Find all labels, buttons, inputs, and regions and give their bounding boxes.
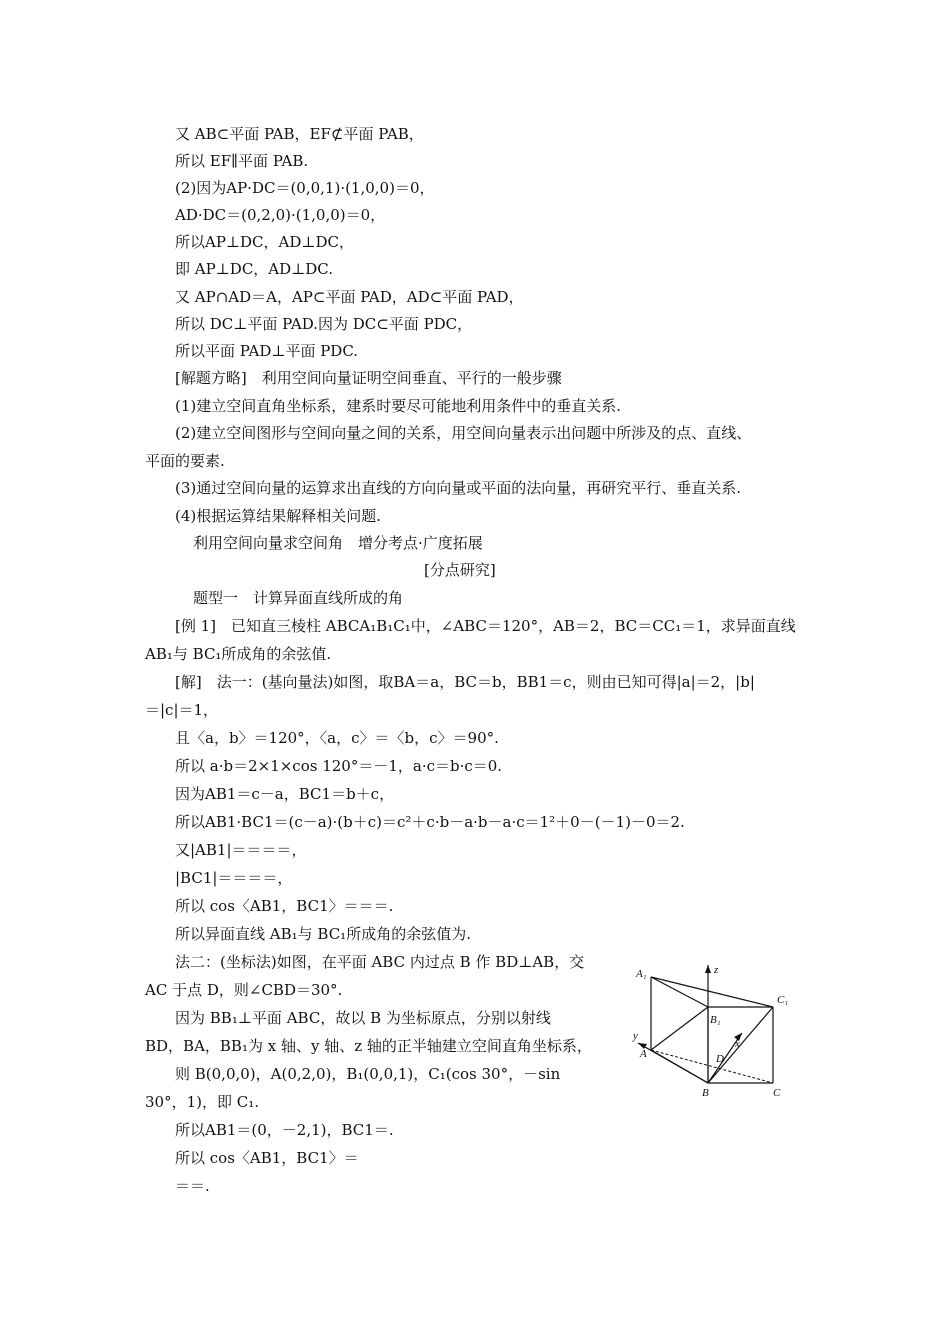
- prism-coordinate-figure: [630, 965, 800, 1105]
- edge-a1-b1: [651, 977, 708, 1007]
- text-line: ＝|c|＝1，: [145, 701, 219, 719]
- text-line: AC 于点 D，则∠CBD＝30°.: [145, 981, 343, 999]
- text-line: 所以 DC⊥平面 PAD.因为 DC⊂平面 PDC，: [175, 315, 473, 333]
- text-line: 又 AP∩AD＝A，AP⊂平面 PAD，AD⊂平面 PAD，: [175, 288, 524, 306]
- text-line: 所以AP⊥DC，AD⊥DC，: [175, 233, 355, 251]
- label-y: y: [633, 1030, 638, 1042]
- z-arrow-icon: [705, 965, 711, 973]
- text-line: 因为 BB₁⊥平面 ABC，故以 B 为坐标原点，分别以射线: [175, 1009, 551, 1027]
- text-line: |BC1|＝＝＝＝，: [175, 869, 293, 887]
- strategy-heading: [解题方略] 利用空间向量证明空间垂直、平行的一般步骤: [175, 369, 562, 387]
- label-a1: A₁: [636, 968, 647, 980]
- text-line: (2)因为AP·DC＝(0,0,1)·(1,0,0)＝0，: [175, 179, 435, 197]
- text-line: 所以 a·b＝2×1×cos 120°＝－1，a·c＝b·c＝0.: [175, 757, 503, 775]
- text-line: 则 B(0,0,0)，A(0,2,0)，B₁(0,0,1)，C₁(cos 30°，－sin: [175, 1065, 561, 1083]
- label-a: A: [640, 1048, 647, 1060]
- text-line: 所以AB1＝(0，－2,1)，BC1＝.: [175, 1121, 394, 1139]
- text-line: 又|AB1|＝＝＝＝，: [175, 841, 307, 859]
- text-line: 所以平面 PAD⊥平面 PDC.: [175, 342, 359, 360]
- text-line: 所以异面直线 AB₁与 BC₁所成角的余弦值为.: [175, 925, 471, 943]
- text-line: 平面的要素.: [145, 452, 225, 470]
- text-line: (1)建立空间直角坐标系，建系时要尽可能地利用条件中的垂直关系.: [175, 397, 622, 415]
- edge-a1-c1: [651, 977, 773, 1007]
- text-line: 又 AB⊂平面 PAB，EF⊄平面 PAB，: [175, 125, 424, 143]
- text-line: (2)建立空间图形与空间向量之间的关系，用空间向量表示出问题中所涉及的点、直线、: [175, 424, 752, 442]
- subsection-heading-text: [分点研究]: [424, 561, 496, 579]
- example-text: [例 1] 已知直三棱柱 ABCA₁B₁C₁中，∠ABC＝120°，AB＝2，BC＝CC₁＝1，求异面直线: [175, 617, 796, 635]
- text-line: 所以 EF∥平面 PAB.: [175, 152, 309, 170]
- section-heading: 利用空间向量求空间角 增分考点·广度拓展: [193, 534, 483, 552]
- y-axis-line: [638, 1043, 708, 1083]
- text-line: BD，BA，BB₁为 x 轴、y 轴、z 轴的正半轴建立空间直角坐标系，: [145, 1037, 592, 1055]
- text-line: 且〈a，b〉＝120°，〈a，c〉＝〈b，c〉＝90°.: [175, 729, 499, 747]
- text-line: (4)根据运算结果解释相关问题.: [175, 507, 382, 525]
- text-line: 即 AP⊥DC，AD⊥DC.: [175, 260, 334, 278]
- text-line: AD·DC＝(0,2,0)·(1,0,0)＝0，: [175, 206, 386, 224]
- text-line: 30°，1)，即 C₁.: [145, 1093, 260, 1111]
- label-z: z: [714, 965, 719, 976]
- text-line: 所以 cos〈AB1，BC1〉＝: [175, 1149, 359, 1167]
- text-line: (3)通过空间向量的运算求出直线的方向向量或平面的法向量，再研究平行、垂直关系.: [175, 479, 742, 497]
- label-x: x: [735, 1038, 740, 1050]
- text-line: ＝＝.: [175, 1177, 210, 1195]
- label-b1: B₁: [710, 1014, 721, 1026]
- text-line: 所以AB1·BC1＝(c－a)·(b＋c)＝c²＋c·b－a·b－a·c＝1²＋0－(－1)－0＝2.: [175, 813, 685, 831]
- label-d: D: [716, 1053, 724, 1065]
- edge-a-b1: [651, 1007, 708, 1050]
- question-type-heading: 题型一 计算异面直线所成的角: [193, 589, 404, 607]
- label-c1: C₁: [777, 994, 789, 1006]
- text-line: 所以 cos〈AB1，BC1〉＝＝＝.: [175, 897, 394, 915]
- text-line: [解] 法一：(基向量法)如图，取BA＝a，BC＝b，BB1＝c，则由已知可得|a|＝2，|b|: [175, 673, 755, 691]
- label-b: B: [702, 1087, 709, 1099]
- text-line: 因为AB1＝c－a，BC1＝b＋c，: [175, 785, 395, 803]
- label-c: C: [773, 1087, 781, 1099]
- text-line: 法二：(坐标法)如图，在平面 ABC 内过点 B 作 BD⊥AB，交: [175, 953, 585, 971]
- example-text: AB₁与 BC₁所成角的余弦值.: [145, 645, 332, 663]
